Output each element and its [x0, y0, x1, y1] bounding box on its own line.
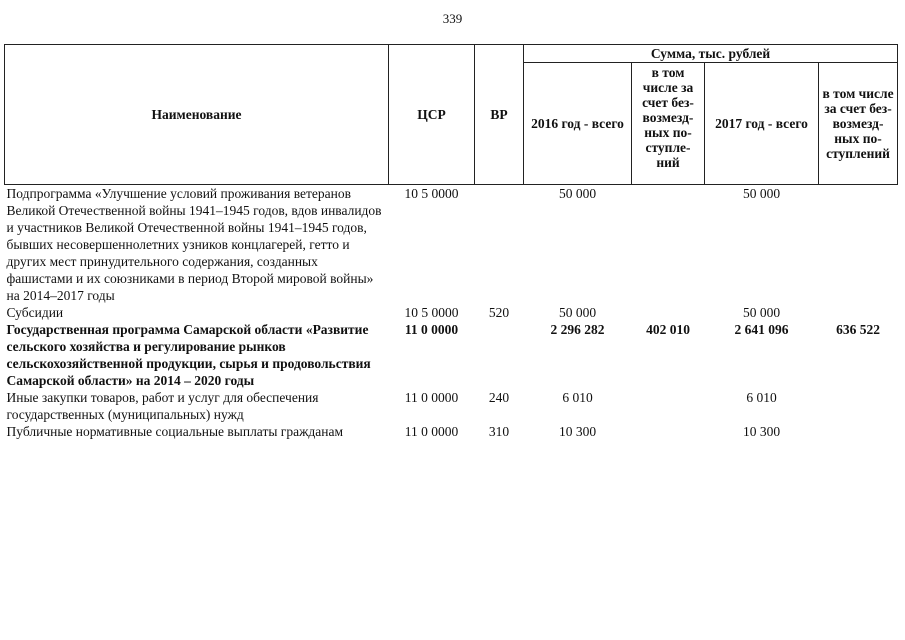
- row-name: Подпрограмма «Улучшение условий проживания ветеранов Великой Отечественной войны 1941–1945 годов, вдов инвалидов и участников Великой Отечественной войны 1941–1945 годов, бывших несовершеннолетних узников концлагерей, гетто и других мест принудительного содержания, созданных фашистами и их союзниками в период Второй мировой войны» на 2014–2017 годы: [6, 186, 382, 303]
- row-2016-total: 10 300: [558, 424, 597, 439]
- header-2017-total: 2017 год - всего: [705, 63, 819, 185]
- table-header: [5, 45, 898, 185]
- row-csr: 11 0 0000: [404, 424, 459, 439]
- row-2016-free: [632, 389, 705, 423]
- row-vr: 520: [488, 305, 510, 320]
- row-2017-free: [819, 389, 898, 423]
- row-2016-total: 50 000: [558, 305, 597, 320]
- row-2016-total: 6 010: [562, 390, 593, 405]
- header-2016-free: в том числе за счет без- возмезд- ных по- ступле- ний: [632, 63, 705, 185]
- row-name: Публичные нормативные социальные выплаты гражданам: [6, 424, 344, 439]
- budget-table: [4, 44, 898, 440]
- row-2017-free: [819, 185, 898, 305]
- row-vr: 310: [488, 424, 510, 439]
- row-csr: 10 5 0000: [404, 186, 459, 201]
- row-2017-total: 6 010: [746, 390, 777, 405]
- row-vr: 240: [488, 390, 510, 405]
- row-name: Государственная программа Самарской области «Развитие сельского хозяйства и регулирование рынков сельскохозяйственной продукции, сырья и продовольствия Самарской области» на 2014 – 2020 годы: [6, 322, 371, 388]
- row-2016-free: [632, 185, 705, 305]
- header-csr: ЦСР: [389, 45, 475, 185]
- row-2016-free: [632, 304, 705, 321]
- row-name: Субсидии: [6, 305, 64, 320]
- row-2017-total: 2 641 096: [734, 322, 789, 337]
- row-2016-free: 402 010: [646, 322, 690, 337]
- page-number: 339: [442, 11, 463, 26]
- row-vr: [475, 321, 524, 389]
- table-row: [5, 389, 898, 423]
- row-2016-total: 2 296 282: [550, 322, 605, 337]
- row-2017-free: [819, 423, 898, 440]
- table-row: [5, 423, 898, 440]
- row-2017-free: [819, 304, 898, 321]
- header-2016-total: 2016 год - всего: [524, 63, 632, 185]
- table-row: [5, 185, 898, 305]
- row-name: Иные закупки товаров, работ и услуг для обеспечения государственных (муниципальных) нужд: [6, 390, 319, 422]
- row-2017-total: 50 000: [742, 186, 781, 201]
- row-csr: 11 0 0000: [404, 390, 459, 405]
- table-row: [5, 304, 898, 321]
- header-sum-group: Сумма, тыс. рублей: [524, 45, 898, 63]
- row-2017-free: 636 522: [836, 322, 880, 337]
- row-2016-free: [632, 423, 705, 440]
- row-vr: [475, 185, 524, 305]
- row-csr: 10 5 0000: [404, 305, 459, 320]
- row-2016-total: 50 000: [558, 186, 597, 201]
- header-2017-free: в том числе за счет без- возмезд- ных по- ступлений: [819, 63, 898, 185]
- table-row: [5, 321, 898, 389]
- row-2017-total: 10 300: [742, 424, 781, 439]
- header-vr: ВР: [475, 45, 524, 185]
- row-csr: 11 0 0000: [404, 322, 459, 337]
- header-name: Наименование: [5, 45, 389, 185]
- row-2017-total: 50 000: [742, 305, 781, 320]
